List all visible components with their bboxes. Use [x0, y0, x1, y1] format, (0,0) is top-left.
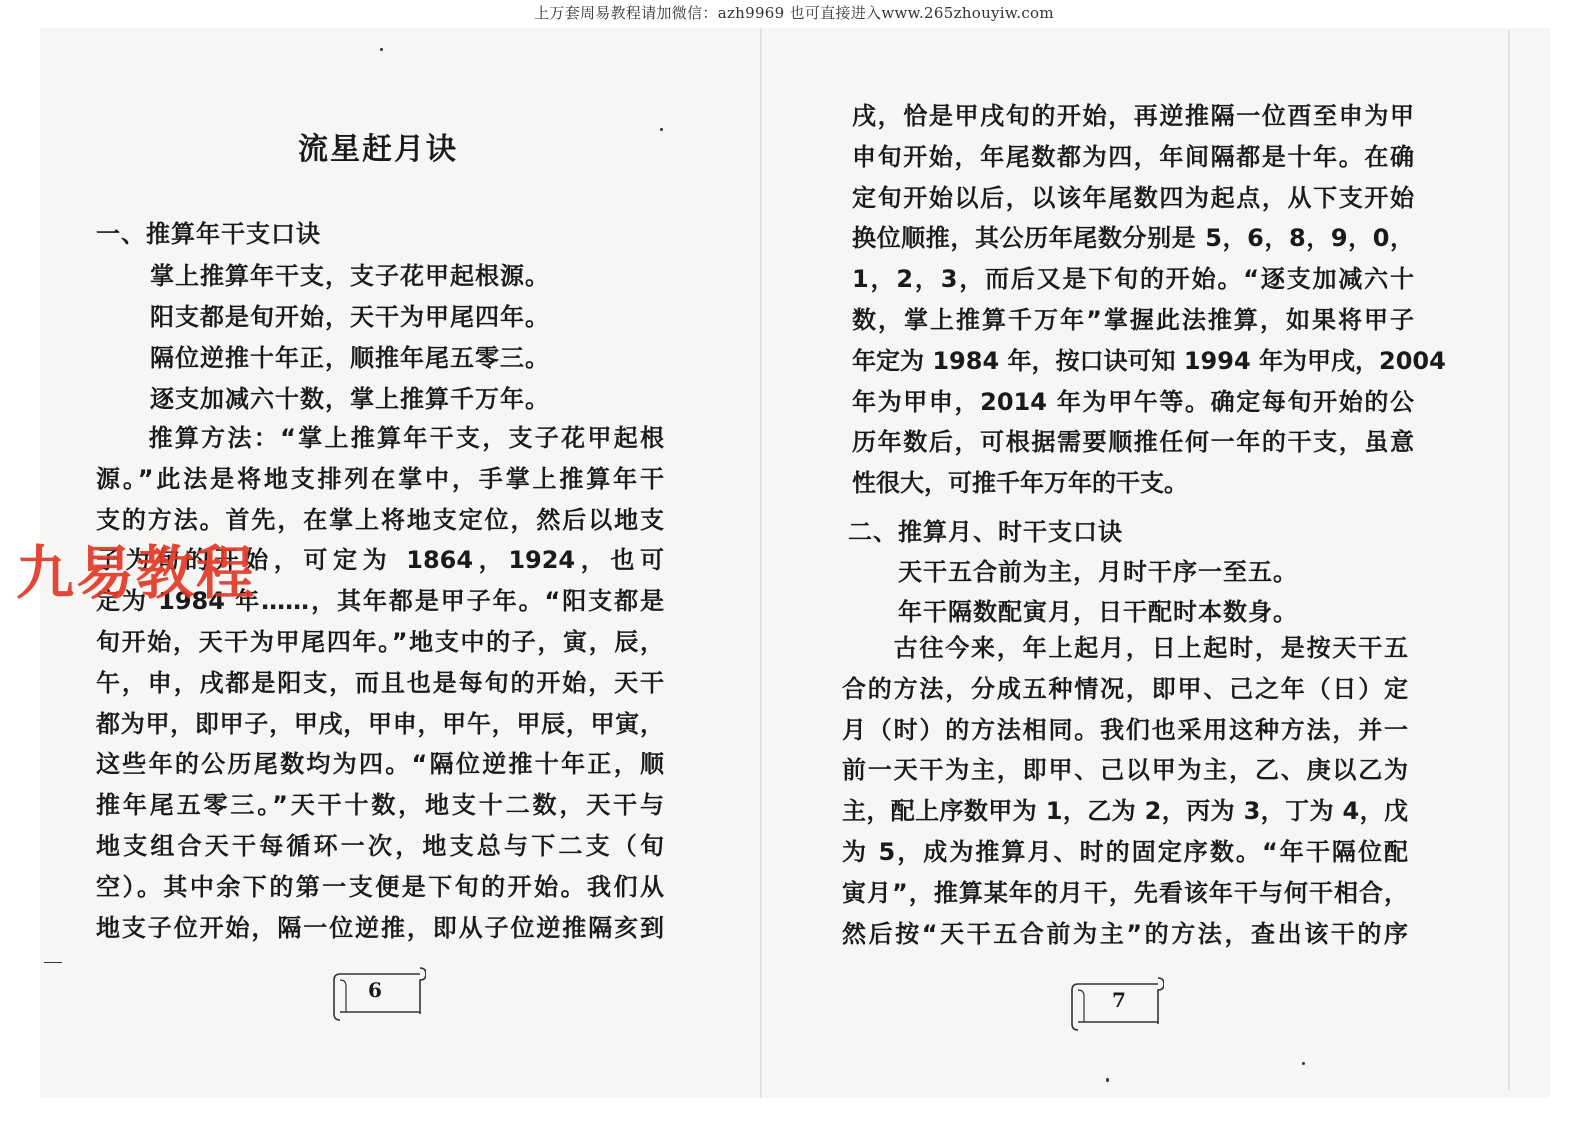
text-line: 月（时）的方法相同。我们也采用这种方法，并一: [842, 715, 1408, 744]
text-line: 推算方法：“掌上推算年干支，支子花甲起根: [96, 424, 664, 452]
text-line: 地支子位开始，隔一位逆推，即从子位逆推隔亥到: [96, 913, 664, 942]
text-line: 前一天干为主，即甲、己以甲为主，乙、庚以乙为: [842, 756, 1408, 785]
left-body-paragraph: [96, 418, 664, 948]
text-line: 定旬开始以后，以该年尾数四为起点，从下支开始: [852, 183, 1414, 212]
scan-speck: [1106, 1078, 1109, 1082]
right-body-paragraph-2: [842, 628, 1408, 954]
text-line: 主，配上序数甲为 1，乙为 2，丙为 3，丁为 4，戊: [842, 797, 1408, 826]
text-line: 定为 1984 年……，其年都是甲子年。“阳支都是: [96, 587, 664, 616]
verse-line: 阳支都是旬开始，天干为甲尾四年。: [150, 303, 550, 331]
text-line: 戌，恰是甲戌旬的开始，再逆推隔一位酉至申为甲: [852, 102, 1414, 130]
text-line: 支的方法。首先，在掌上将地支定位，然后以地支: [96, 505, 664, 534]
scan-speck: [660, 128, 663, 131]
text-line: 为 5，成为推算月、时的固定序数。“年干隔位配: [842, 837, 1408, 866]
text-line: 古往今来，年上起月，日上起时，是按天干五: [842, 634, 1408, 662]
verse-line: 隔位逆推十年正，顺推年尾五零三。: [150, 344, 550, 372]
scan-speck: [44, 962, 62, 963]
verse-line: 逐支加减六十数，掌上推算千万年。: [150, 385, 550, 413]
verse-line: 掌上推算年干支，支子花甲起根源。: [150, 262, 550, 290]
page-number-scroll: [1068, 976, 1164, 1032]
text-line: 申旬开始，年尾数都为四，年间隔都是十年。在确: [852, 142, 1414, 171]
section-heading-1: 一、推算年干支口诀: [96, 220, 321, 248]
top-banner: 上万套周易教程请加微信：azh9969 也可直接进入www.265zhouyiw.com: [534, 4, 1054, 22]
text-line: 寅月”，推算某年的月干，先看该年干与何干相合，: [842, 878, 1408, 907]
text-line: 午，申，戌都是阳支，而且也是每旬的开始，天干: [96, 668, 664, 697]
page-number: 7: [1112, 988, 1126, 1012]
page-edge: [1508, 30, 1510, 1090]
text-line: 源。”此法是将地支排列在掌中，手掌上推算年干: [96, 464, 664, 493]
book-fold: [760, 28, 762, 1098]
right-body-paragraph-1: [852, 96, 1446, 504]
text-line: 然后按“天干五合前为主”的方法，查出该干的序: [842, 919, 1408, 948]
text-line: 旬开始，天干为甲尾四年。”地支中的子，寅，辰，: [96, 627, 664, 656]
page-title: 流星赶月诀: [298, 132, 458, 167]
verse-line: 天干五合前为主，月时干序一至五。: [898, 558, 1298, 586]
watermark-logo: 九易教程: [16, 539, 257, 607]
verse-line: 年干隔数配寅月，日干配时本数身。: [898, 598, 1298, 626]
text-line: 这些年的公历尾数均为四。“隔位逆推十年正，顺: [96, 750, 664, 779]
text-line: 换位顺推，其公历年尾数分别是 5，6，8，9，0，: [852, 224, 1414, 253]
scan-speck: [380, 48, 383, 51]
text-line: 都为甲，即甲子，甲戌，甲申，甲午，甲辰，甲寅，: [96, 709, 664, 738]
section-heading-2: 二、推算月、时干支口诀: [848, 518, 1123, 546]
text-line: 子为旬的开始，可定为 1864，1924，也可: [96, 546, 664, 575]
text-line: 性很大，可推千年万年的干支。: [852, 469, 1188, 498]
text-line: 年定为 1984 年，按口诀可知 1994 年为甲戌，2004: [852, 346, 1446, 375]
text-line: 空）。其中余下的第一支便是下旬的开始。我们从: [96, 872, 664, 901]
page-number: 6: [368, 978, 382, 1002]
text-line: 数，掌上推算千万年”掌握此法推算，如果将甲子: [852, 305, 1414, 334]
text-line: 推年尾五零三。”天干十数，地支十二数，天干与: [96, 791, 664, 820]
text-line: 合的方法，分成五种情况，即甲、己之年（日）定: [842, 674, 1408, 703]
text-line: 1，2，3，而后又是下旬的开始。“逐支加减六十: [852, 265, 1414, 294]
text-line: 年为甲申，2014 年为甲午等。确定每旬开始的公: [852, 387, 1414, 416]
text-line: 地支组合天干每循环一次，地支总与下二支（旬: [96, 831, 664, 860]
scan-speck: [1302, 1062, 1305, 1065]
text-line: 历年数后，可根据需要顺推任何一年的干支，虽意: [852, 428, 1414, 457]
page-number-scroll: [330, 966, 426, 1022]
